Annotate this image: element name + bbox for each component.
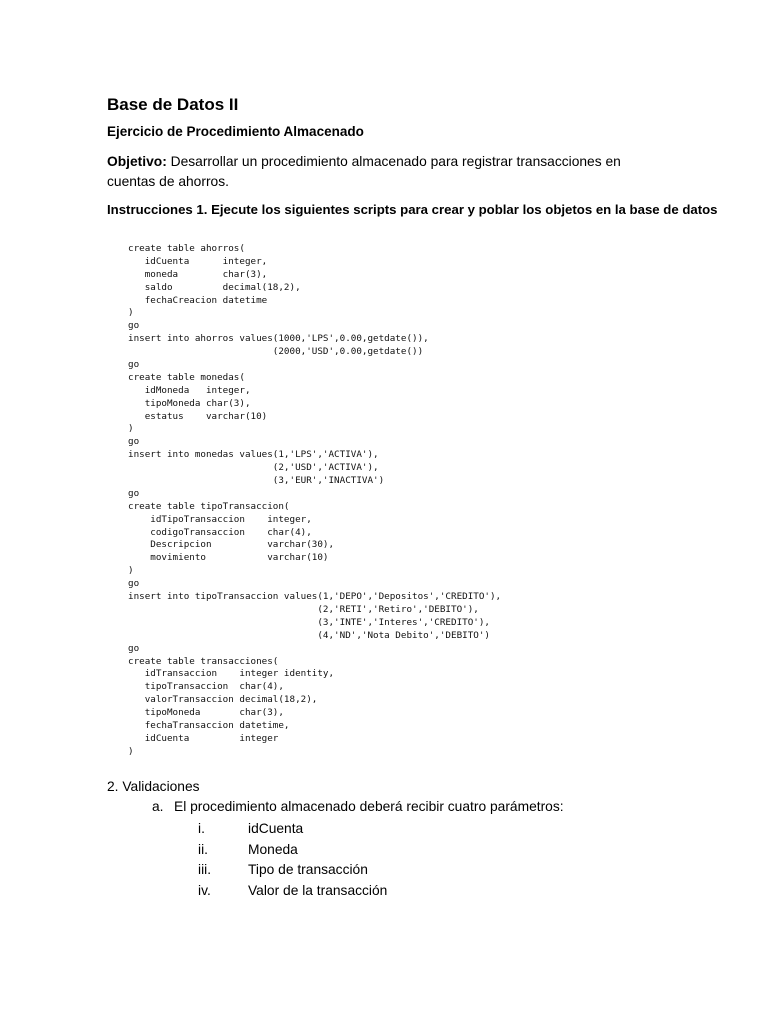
- code-line: go: [128, 436, 140, 448]
- code-line: create table monedas(: [128, 371, 245, 383]
- code-line: tipoTransaccion char(4),: [128, 681, 284, 693]
- code-line: Descripcion varchar(30),: [128, 539, 335, 551]
- code-line: go: [128, 578, 140, 590]
- parameter-list: [198, 819, 448, 901]
- code-line: (2,'RETI','Retiro','DEBITO'),: [128, 603, 479, 615]
- code-line: movimiento varchar(10): [128, 552, 329, 564]
- code-line: fechaCreacion datetime: [128, 294, 268, 306]
- roman-marker: iii.: [198, 862, 212, 877]
- code-line: go: [128, 320, 140, 332]
- list-item: [198, 819, 448, 840]
- document-title: Base de Datos II: [107, 95, 239, 114]
- code-line: (3,'EUR','INACTIVA'): [128, 475, 385, 487]
- list-item: [198, 881, 448, 902]
- roman-marker: ii.: [198, 841, 208, 857]
- instructions-heading: Instrucciones 1. Ejecute los siguientes scripts para crear y poblar los objetos en la base de datos: [107, 202, 718, 217]
- list-marker: a.: [152, 799, 164, 814]
- code-line: codigoTransaccion char(4),: [128, 526, 312, 538]
- validations-heading: 2. Validaciones: [107, 779, 200, 794]
- roman-marker: i.: [198, 821, 205, 836]
- code-line: tipoMoneda char(3),: [128, 397, 251, 409]
- objective-text: Desarrollar un procedimiento almacenado para registrar transacciones en cuentas de ahorros.: [107, 154, 621, 189]
- code-line: ): [128, 565, 134, 577]
- parameter-name: Moneda: [248, 841, 298, 857]
- code-line: (4,'ND','Nota Debito','DEBITO'): [128, 629, 490, 641]
- code-line: idMoneda integer,: [128, 384, 251, 396]
- objective-paragraph: [107, 152, 657, 192]
- code-line: go: [128, 359, 140, 371]
- objective-label: Objetivo:: [107, 154, 167, 169]
- code-line: valorTransaccion decimal(18,2),: [128, 694, 318, 706]
- list-item-text: El procedimiento almacenado deberá recibir cuatro parámetros:: [174, 799, 564, 814]
- code-line: go: [128, 642, 140, 654]
- code-line: insert into monedas values(1,'LPS','ACTIVA'),: [128, 449, 379, 461]
- code-line: (2000,'USD',0.00,getdate()): [128, 346, 424, 358]
- code-line: estatus varchar(10): [128, 410, 268, 422]
- code-line: (2,'USD','ACTIVA'),: [128, 462, 379, 474]
- code-line: idCuenta integer,: [128, 255, 268, 267]
- code-line: ): [128, 307, 134, 319]
- parameter-name: idCuenta: [248, 821, 304, 836]
- code-line: idTransaccion integer identity,: [128, 668, 335, 680]
- code-line: fechaTransaccion datetime,: [128, 719, 290, 731]
- code-line: insert into ahorros values(1000,'LPS',0.00,getdate()),: [128, 333, 429, 345]
- code-line: idTipoTransaccion integer,: [128, 513, 312, 525]
- parameter-name: Valor de la transacción: [248, 882, 388, 898]
- list-item: [198, 860, 448, 881]
- code-line: saldo decimal(18,2),: [128, 281, 301, 293]
- code-line: create table transacciones(: [128, 655, 279, 667]
- code-line: create table tipoTransaccion(: [128, 500, 290, 512]
- code-line: create table ahorros(: [128, 243, 245, 254]
- list-item: [198, 840, 448, 861]
- code-line: ): [128, 745, 134, 757]
- code-line: ): [128, 423, 134, 435]
- code-line: insert into tipoTransaccion values(1,'DEPO','Depositos','CREDITO'),: [128, 591, 502, 603]
- code-line: go: [128, 487, 140, 499]
- code-line: (3,'INTE','Interes','CREDITO'),: [128, 616, 490, 628]
- code-line: tipoMoneda char(3),: [128, 707, 284, 719]
- parameter-name: Tipo de transacción: [248, 862, 368, 877]
- code-line: moneda char(3),: [128, 268, 268, 280]
- document-subtitle: Ejercicio de Procedimiento Almacenado: [107, 124, 364, 139]
- code-line: idCuenta integer: [128, 732, 279, 744]
- roman-marker: iv.: [198, 882, 211, 898]
- sql-script-block: [128, 243, 501, 759]
